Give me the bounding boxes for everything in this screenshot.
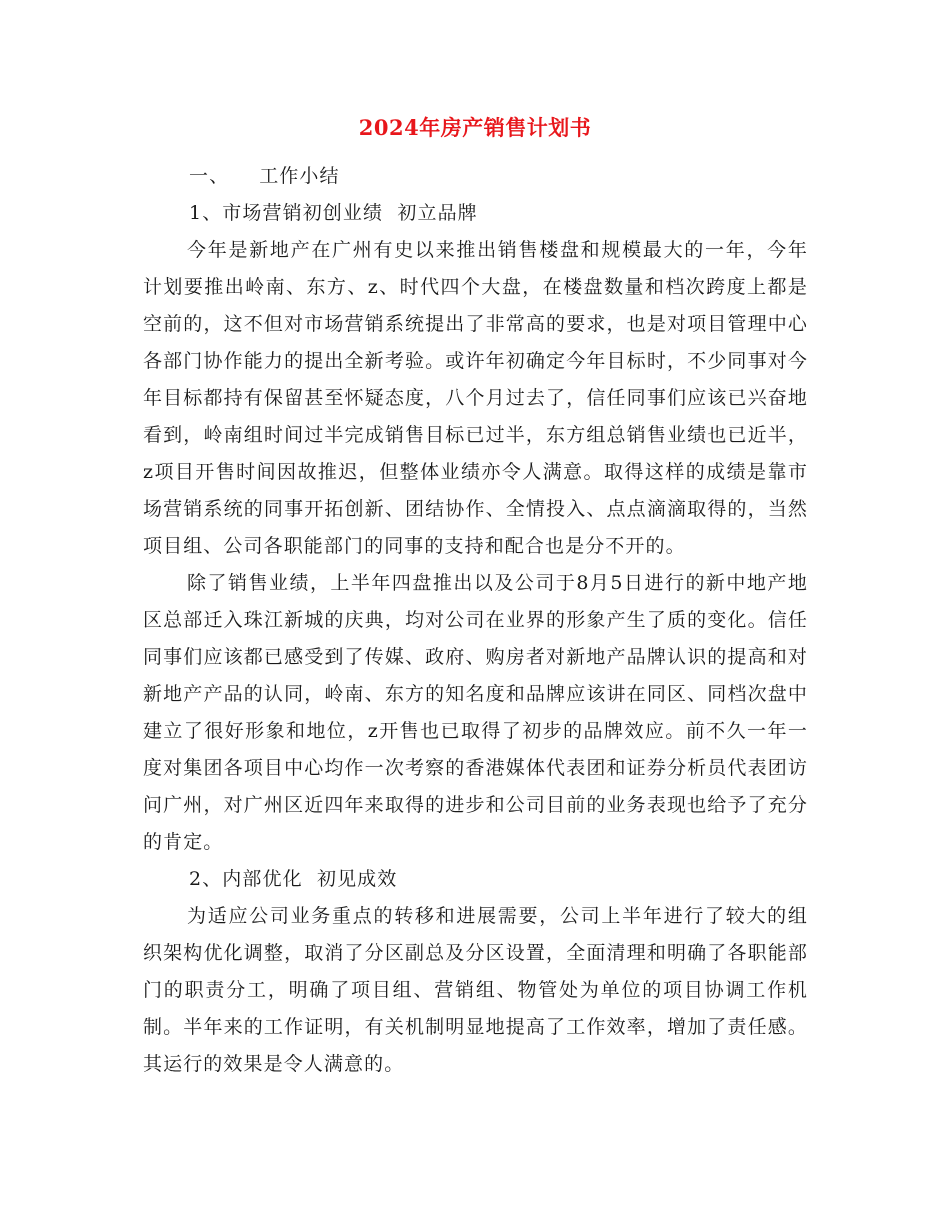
document-title: 2024年房产销售计划书 (358, 115, 592, 140)
subsection-heading-2: 2、内部优化 初见成效 (189, 868, 398, 890)
subsection-heading-1: 1、市场营销初创业绩 初立品牌 (189, 202, 478, 224)
document-body (143, 158, 808, 1083)
section-title: 工作小结 (259, 165, 340, 187)
section-heading (143, 158, 808, 195)
section-number: 一、 (189, 165, 230, 187)
paragraph-2: 除了销售业绩，上半年四盘推出以及公司于8月5日进行的新中地产地区总部迁入珠江新城的庆典，均对公司在业界的形象产生了质的变化。信任同事们应该都已感受到了传媒、政府、购房者对新地产品牌认识的提高和对新地产产品的认同，岭南、东方的知名度和品牌应该讲在同区、同档次盘中建立了很好形象和地位，z开售也已取得了初步的品牌效应。前不久一年一度对集团各项目中心均作一次考察的香港媒体代表团和证券分析员代表团访问广州，对广州区近四年来取得的进步和公司目前的业务表现也给予了充分的肯定。 (143, 572, 808, 853)
paragraph-3: 为适应公司业务重点的转移和进展需要，公司上半年进行了较大的组织架构优化调整，取消了分区副总及分区设置，全面清理和明确了各职能部门的职责分工，明确了项目组、营销组、物管处为单位的项目协调工作机制。半年来的工作证明，有关机制明显地提高了工作效率，增加了责任感。其运行的效果是令人满意的。 (143, 905, 808, 1075)
paragraph-1: 今年是新地产在广州有史以来推出销售楼盘和规模最大的一年，今年计划要推出岭南、东方、z、时代四个大盘，在楼盘数量和档次跨度上都是空前的，这不但对市场营销系统提出了非常高的要求，也是对项目管理中心各部门协作能力的提出全新考验。或许年初确定今年目标时，不少同事对今年目标都持有保留甚至怀疑态度，八个月过去了，信任同事们应该已兴奋地看到，岭南组时间过半完成销售目标已过半，东方组总销售业绩也已近半，z项目开售时间因故推迟，但整体业绩亦令人满意。取得这样的成绩是靠市场营销系统的同事开拓创新、团结协作、全情投入、点点滴滴取得的，当然项目组、公司各职能部门的同事的支持和配合也是分不开的。 (143, 239, 808, 557)
